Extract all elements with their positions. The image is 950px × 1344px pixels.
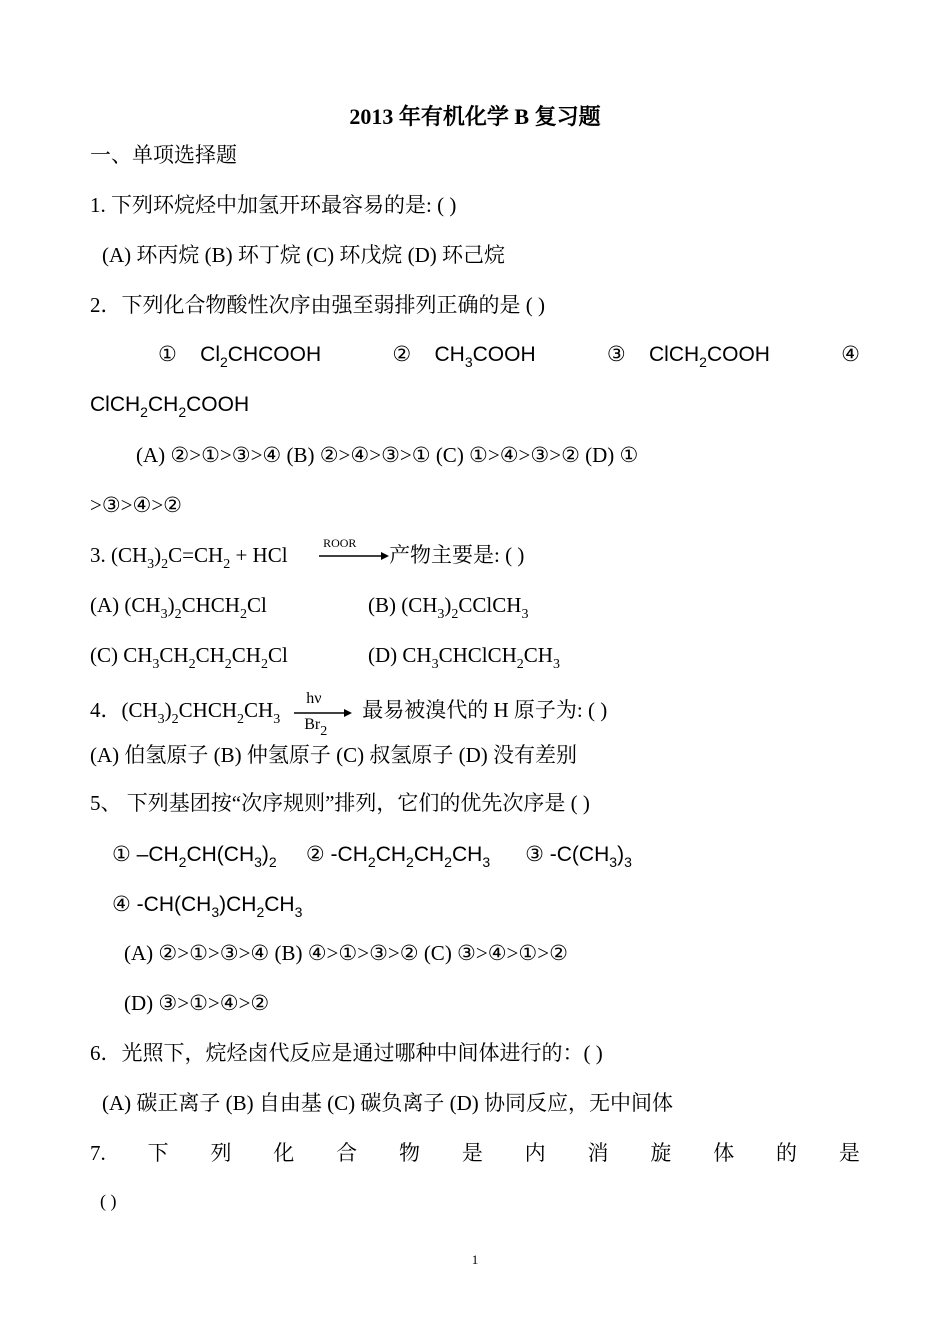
q7-stem bbox=[90, 1140, 860, 1166]
light-arrow-icon bbox=[294, 690, 352, 739]
q2-compound-1: ① $Cl_2CHCOOH$ bbox=[158, 343, 322, 370]
q1-options: (A) 环丙烷 (B) 环丁烷 (C) 环戊烷 (D) 环己烷 bbox=[102, 243, 506, 267]
page-number: 1 bbox=[471, 1252, 479, 1267]
q7-blank: ( ) bbox=[100, 1191, 117, 1211]
q3-stem: 3. $(CH_3)_2C=CH_2$ + HCl ROOR 产物主要是: ( ) bbox=[90, 542, 524, 570]
reaction-arrow-icon bbox=[319, 536, 389, 570]
section-heading: 一、单项选择题 bbox=[90, 143, 237, 167]
hv-label: hν bbox=[306, 690, 322, 707]
q4-suffix: 最易被溴代的 H 原子为: ( ) bbox=[362, 697, 608, 722]
q3-option-b: (B) $(CH_3)_2CClCH_3$ bbox=[368, 593, 529, 622]
q2-compound-4-marker: ④ bbox=[841, 343, 860, 366]
q3-option-c: (C) $CH_3CH_2CH_2CH_2Cl$ bbox=[90, 643, 288, 672]
q4-options: (A) 伯氢原子 (B) 仲氢原子 (C) 叔氢原子 (D) 没有差别 bbox=[90, 743, 578, 767]
q5-stem: 5、 下列基团按“次序规则”排列，它们的优先次序是 ( ) bbox=[90, 791, 590, 815]
q7-char: 的 bbox=[776, 1141, 798, 1165]
q1-stem: 1. 下列环烷烃中加氢开环最容易的是: ( ) bbox=[90, 193, 457, 217]
q2-compounds bbox=[158, 342, 860, 368]
q6-stem: 6．光照下，烷烃卤代反应是通过哪种中间体进行的：( ) bbox=[90, 1041, 603, 1065]
q3-option-a: (A) $(CH_3)_2CHCH_2Cl$ bbox=[90, 593, 267, 622]
q7-char: 下 bbox=[147, 1141, 169, 1165]
q4-stem: 4．$(CH_3)_2CHCH_2CH_3$ hν $Br_2$ 最易被溴代的 H 原子为: ( ) bbox=[90, 692, 607, 732]
q7-char: 列 bbox=[210, 1141, 232, 1165]
q7-char: 合 bbox=[336, 1141, 358, 1165]
q5-options-line1: (A) ②>①>③>④ (B) ④>①>③>② (C) ③>④>①>② bbox=[124, 941, 568, 965]
q2-compound-4: $ClCH_2CH_2COOH$ bbox=[90, 393, 250, 420]
q7-char: 物 bbox=[398, 1141, 420, 1165]
page-title: 2013 年有机化学 B 复习题 bbox=[349, 104, 601, 129]
q7-char: 化 bbox=[273, 1141, 295, 1165]
q7-char: 消 bbox=[587, 1141, 609, 1165]
q7-char: 7. bbox=[90, 1141, 106, 1165]
q2-options-line2: >③>④>② bbox=[90, 493, 183, 517]
q7-char: 旋 bbox=[650, 1141, 672, 1165]
arrow-label: ROOR bbox=[323, 536, 357, 551]
q5-groups-line2: ④ $-CH(CH_3)CH_2CH_3$ bbox=[112, 893, 303, 920]
q2-compound-2: ② $CH_3COOH$ bbox=[392, 343, 536, 370]
q2-options-line1: (A) ②>①>③>④ (B) ②>④>③>① (C) ①>④>③>② (D) ① bbox=[136, 443, 639, 467]
q3-option-d: (D) $CH_3CHClCH_2CH_3$ bbox=[368, 643, 560, 672]
q7-char: 内 bbox=[524, 1141, 546, 1165]
q5-groups-line1: ① $-CH_2CH(CH_3)_2$ ② $-CH_2CH_2CH_2CH_3$ ③ $-C(CH_3)_3$ bbox=[112, 843, 632, 870]
br2-label: $Br_2$ bbox=[304, 716, 328, 739]
q3-suffix: 产物主要是: ( ) bbox=[389, 543, 525, 567]
q2-stem: 2．下列化合物酸性次序由强至弱排列正确的是 ( ) bbox=[90, 293, 545, 317]
q7-char: 是 bbox=[838, 1141, 860, 1165]
q6-options: (A) 碳正离子 (B) 自由基 (C) 碳负离子 (D) 协同反应，无中间体 bbox=[102, 1091, 674, 1115]
q7-char: 是 bbox=[461, 1141, 483, 1165]
q5-options-line2: (D) ③>①>④>② bbox=[124, 991, 270, 1015]
q7-char: 体 bbox=[713, 1141, 735, 1165]
q2-compound-3: ③ ClCH$_2$COOH bbox=[606, 343, 770, 370]
